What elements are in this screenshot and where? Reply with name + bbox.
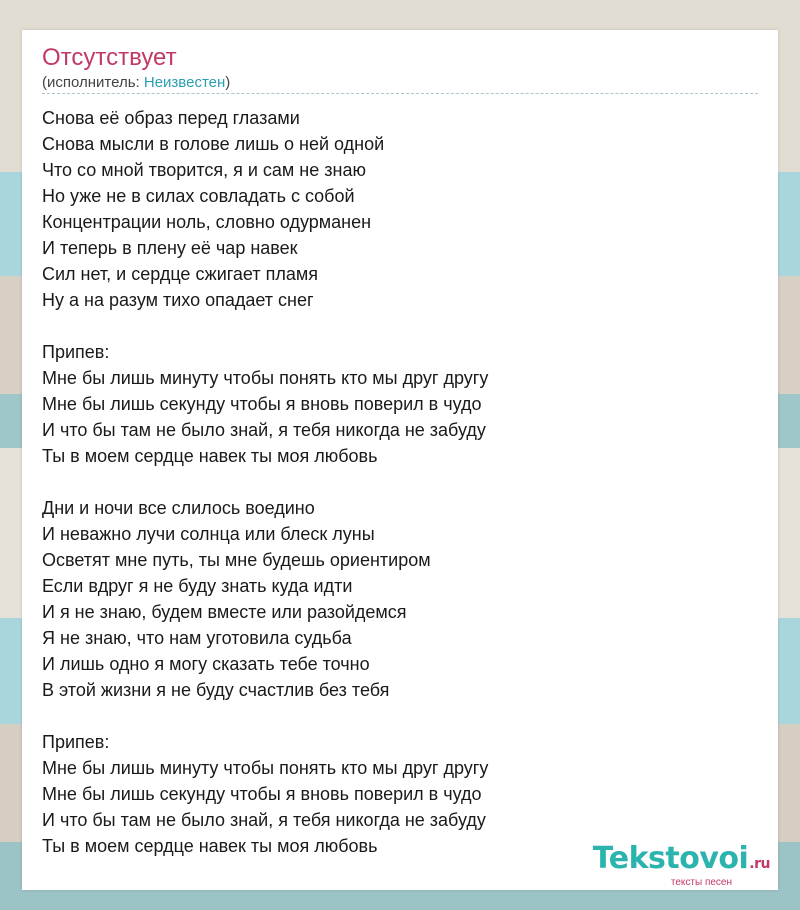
lyric-line: В этой жизни я не буду счастлив без тебя: [42, 680, 390, 700]
chorus-label: Припев:: [42, 342, 110, 362]
lyric-line: Ты в моем сердце навек ты моя любовь: [42, 836, 378, 856]
lyric-line: Ты в моем сердце навек ты моя любовь: [42, 446, 378, 466]
logo-wordmark: [593, 842, 770, 881]
lyric-line: И что бы там не было знай, я тебя никогда не забуду: [42, 420, 486, 440]
lyric-line: Но уже не в силах совладать с собой: [42, 186, 355, 206]
logo-name: Tekstovoi: [592, 841, 749, 876]
chorus-label: Припев:: [42, 732, 110, 752]
lyric-line: И лишь одно я могу сказать тебе точно: [42, 654, 370, 674]
stanza-gap: [42, 313, 762, 339]
stanza-gap: [42, 469, 762, 495]
lyric-line: Осветят мне путь, ты мне будешь ориентиром: [42, 550, 431, 570]
artist-link[interactable]: Неизвестен: [143, 74, 226, 91]
song-title: Отсутствует: [42, 44, 177, 71]
lyrics-card: [22, 30, 778, 890]
chorus-1: [42, 339, 762, 469]
lyric-line: И я не знаю, будем вместе или разойдемся: [42, 602, 407, 622]
logo-tagline: тексты песен: [670, 877, 732, 888]
lyric-line: Что со мной творится, я и сам не знаю: [42, 160, 366, 180]
artist-line: [42, 74, 230, 92]
artist-suffix: ): [225, 74, 231, 91]
lyric-line: Если вдруг я не буду знать куда идти: [42, 576, 353, 596]
lyric-line: Дни и ночи все слилось воедино: [42, 498, 315, 518]
lyric-line: И что бы там не было знай, я тебя никогда не забуду: [42, 810, 486, 830]
lyric-line: Мне бы лишь минуту чтобы понять кто мы друг другу: [42, 368, 489, 388]
stanza-gap: [42, 703, 762, 729]
lyric-line: И теперь в плену её чар навек: [42, 238, 298, 258]
lyric-line: Мне бы лишь минуту чтобы понять кто мы друг другу: [42, 758, 489, 778]
verse-1: [42, 105, 762, 313]
verse-2: [42, 495, 762, 703]
lyrics-body: [42, 105, 762, 859]
lyric-line: Мне бы лишь секунду чтобы я вновь поверил в чудо: [42, 784, 482, 804]
lyric-line: Сил нет, и сердце сжигает пламя: [42, 264, 318, 284]
divider: [42, 93, 758, 94]
lyric-line: Мне бы лишь секунду чтобы я вновь поверил в чудо: [42, 394, 482, 414]
lyric-line: Концентрации ноль, словно одурманен: [42, 212, 372, 232]
lyric-line: Снова мысли в голове лишь о ней одной: [42, 134, 385, 154]
lyric-line: Я не знаю, что нам уготовила судьба: [42, 628, 352, 648]
site-logo[interactable]: [593, 842, 770, 888]
lyric-line: Снова её образ перед глазами: [42, 108, 300, 128]
lyric-line: Ну а на разум тихо опадает снег: [42, 290, 314, 310]
artist-prefix: (исполнитель:: [42, 74, 144, 91]
lyric-line: И неважно лучи солнца или блеск луны: [42, 524, 375, 544]
logo-domain: .ru: [749, 856, 770, 872]
chorus-2: [42, 729, 762, 859]
